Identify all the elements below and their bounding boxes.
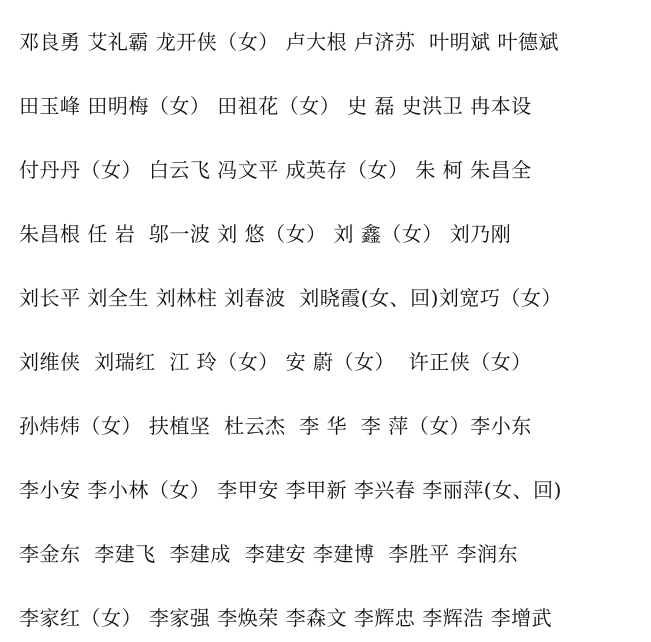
name-list-line-2: 田玉峰 田明梅（女） 田祖花（女） 史 磊 史洪卫 冉本设 <box>19 94 532 118</box>
name-list-line-6: 刘维侠 刘瑞红 江 玲（女） 安 蔚（女） 许正侠（女） <box>19 350 532 374</box>
name-list-line-4: 朱昌根 任 岩 邬一波 刘 悠（女） 刘 鑫（女） 刘乃刚 <box>19 222 512 246</box>
name-list-line-8: 李小安 李小林（女） 李甲安 李甲新 李兴春 李丽萍(女、回) <box>19 478 562 502</box>
name-list-line-3: 付丹丹（女） 白云飞 冯文平 成英存（女） 朱 柯 朱昌全 <box>19 158 532 182</box>
name-list-line-10: 李家红（女） 李家强 李焕荣 李森文 李辉忠 李辉浩 李增武 <box>19 606 553 630</box>
name-list-line-9: 李金东 李建飞 李建成 李建安 李建博 李胜平 李润东 <box>19 542 519 566</box>
name-list-line-7: 孙炜炜（女） 扶植坚 杜云杰 李 华 李 萍（女）李小东 <box>19 414 532 438</box>
name-list-line-5: 刘长平 刘全生 刘林柱 刘春波 刘晓霞(女、回)刘宽巧（女） <box>19 286 562 310</box>
name-list-line-1: 邓良勇 艾礼霸 龙开侠（女） 卢大根 卢济苏 叶明斌 叶德斌 <box>19 30 560 54</box>
